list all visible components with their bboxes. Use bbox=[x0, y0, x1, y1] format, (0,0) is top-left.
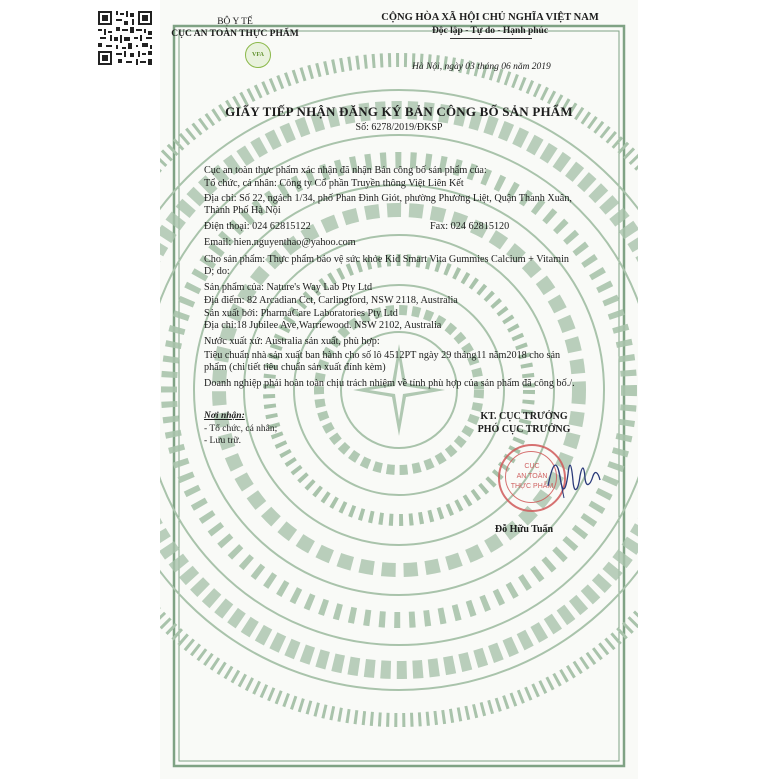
manufacturer: Sản phẩm của: Nature's Way Lab Pty Ltd bbox=[204, 282, 373, 293]
email: Email: hien.nguyenthao@yahoo.com bbox=[204, 237, 356, 248]
address-line-1: Địa chỉ: Số 22, ngách 1/34, phố Phan Đình Giót, phường Phương Liệt, Quận Thanh Xuân, bbox=[204, 193, 572, 204]
document-number: Số: 6278/2019/ĐKSP bbox=[355, 122, 443, 133]
address-line-2: Thành Phố Hà Nội bbox=[204, 205, 281, 216]
certificate-paper bbox=[160, 0, 638, 779]
recipients-label: Nơi nhận: bbox=[204, 411, 245, 421]
recipient-item: - Tổ chức, cá nhân; bbox=[204, 424, 278, 434]
country-of-origin: Nước xuất xứ: Australia sản xuất, phù hợp: bbox=[204, 336, 380, 347]
vfa-logo: VFA bbox=[245, 42, 271, 68]
qr-code bbox=[96, 9, 154, 67]
signer-title-2: PHÓ CỤC TRƯỞNG bbox=[477, 424, 571, 435]
official-stamp: CỤC AN TOÀN THỰC PHẨM bbox=[498, 444, 566, 512]
signer-name: Đỗ Hữu Tuấn bbox=[494, 524, 554, 535]
standard-line-2: phẩm (chi tiết tiêu chuẩn sản xuất đính kèm) bbox=[204, 362, 386, 373]
fax: Fax: 024 62815120 bbox=[430, 221, 510, 232]
responsibility-statement: Doanh nghiệp phải hoàn toàn chịu trách nhiệm về tính phù hợp của sản phẩm đã công bố./. bbox=[204, 378, 575, 389]
organization: Tổ chức, cá nhân: Công ty Cổ phần Truyền thông Việt Liên Kết bbox=[204, 178, 464, 189]
motto-underline bbox=[450, 38, 532, 39]
ministry-name: BỘ Y TẾ bbox=[217, 17, 253, 27]
country-name: CỘNG HÒA XÃ HỘI CHỦ NGHĨA VIỆT NAM bbox=[381, 12, 599, 23]
document-title: GIẤY TIẾP NHẬN ĐĂNG KÝ BẢN CÔNG BỐ SẢN PHẨM bbox=[225, 104, 573, 119]
handwritten-signature bbox=[538, 446, 618, 506]
standard-line-1: Tiêu chuẩn nhà sản xuất ban hành cho số lô 4512PT ngày 29 tháng11 năm2018 cho sản bbox=[204, 350, 561, 361]
department-name: CỤC AN TOÀN THỰC PHẨM bbox=[171, 29, 299, 39]
confirmation-line: Cục an toàn thực phẩm xác nhận đã nhận Bản công bố sản phẩm của: bbox=[204, 165, 487, 176]
product-line-1: Cho sản phẩm: Thực phẩm bảo vệ sức khỏe Kid Smart Vita Gummies Calcium + Vitamin bbox=[204, 254, 570, 265]
place-date: Hà Nội, ngày 03 tháng 06 năm 2019 bbox=[412, 62, 551, 72]
signer-title-1: KT. CỤC TRƯỞNG bbox=[480, 411, 568, 422]
phone: Điện thoại: 024 62815122 bbox=[204, 221, 311, 232]
manufacturer-address: Địa điểm: 82 Arcadian Cct, Carlingford, NSW 2118, Australia bbox=[204, 295, 458, 306]
recipient-item: - Lưu trữ. bbox=[204, 436, 241, 446]
product-line-2: D; do: bbox=[204, 266, 230, 277]
national-motto: Độc lập - Tự do - Hạnh phúc bbox=[431, 26, 549, 36]
producer: Sản xuất bởi: PharmaCare Laboratories Pty Ltd bbox=[204, 308, 398, 319]
producer-address: Địa chỉ:18 Jubilee Ave,Warriewood. NSW 2102, Australia bbox=[204, 320, 442, 331]
